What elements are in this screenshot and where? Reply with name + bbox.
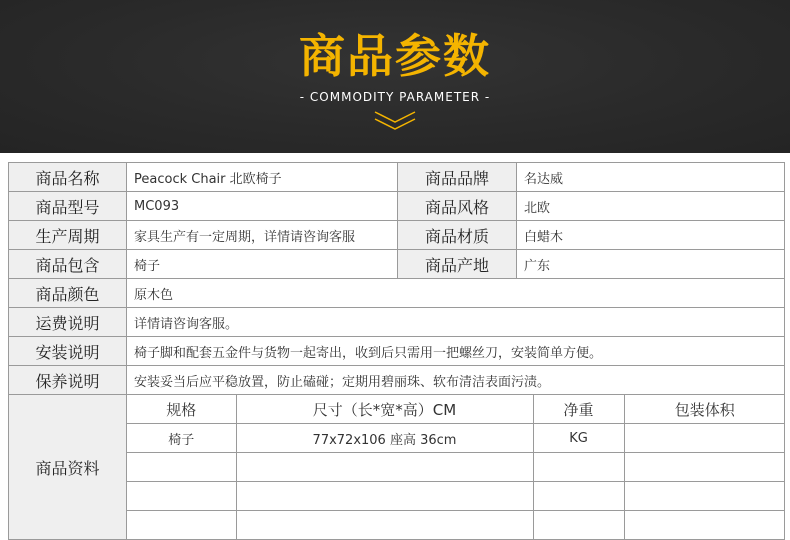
shipping-label: 运费说明 — [9, 308, 127, 337]
table-row — [9, 250, 785, 279]
header-weight: 净重 — [533, 395, 624, 424]
origin-label: 商品产地 — [398, 250, 517, 279]
color-label: 商品颜色 — [9, 279, 127, 308]
cell-spec — [127, 511, 236, 540]
contents-value: 椅子 — [127, 250, 398, 279]
cell-package-volume — [624, 453, 785, 482]
cell-weight — [533, 511, 624, 540]
header-spec: 规格 — [127, 395, 236, 424]
cell-spec — [127, 482, 236, 511]
header-banner — [0, 0, 790, 153]
cell-size — [236, 453, 533, 482]
table-row — [9, 308, 785, 337]
table-row — [9, 366, 785, 395]
table-row — [9, 221, 785, 250]
table-row — [9, 395, 785, 540]
cell-package-volume — [624, 424, 785, 453]
cycle-value: 家具生产有一定周期，详情请咨询客服 — [127, 221, 398, 250]
material-value: 白蜡木 — [517, 221, 785, 250]
banner-title: 商品参数 — [299, 29, 491, 83]
model-value: MC093 — [127, 192, 398, 221]
product-info-row — [127, 482, 785, 511]
header-package-volume: 包装体积 — [624, 395, 785, 424]
header-size: 尺寸（长*宽*高）CM — [236, 395, 533, 424]
cell-size: 77x72x106 座高 36cm — [236, 424, 533, 453]
product-info-row — [127, 511, 785, 540]
table-row — [9, 192, 785, 221]
cell-weight — [533, 482, 624, 511]
product-info-table — [127, 395, 785, 539]
table-row — [9, 337, 785, 366]
care-value: 安装妥当后应平稳放置，防止磕碰；定期用碧丽珠、软布清洁表面污渍。 — [127, 366, 785, 395]
care-label: 保养说明 — [9, 366, 127, 395]
spec-table — [8, 162, 785, 540]
shipping-value: 详情请咨询客服。 — [127, 308, 785, 337]
cell-spec — [127, 453, 236, 482]
cell-package-volume — [624, 511, 785, 540]
product-info-header-row — [127, 395, 785, 424]
banner-subtitle: - COMMODITY PARAMETER - — [299, 90, 491, 104]
color-value: 原木色 — [127, 279, 785, 308]
product-info-cell — [127, 395, 785, 540]
cell-package-volume — [624, 482, 785, 511]
cell-spec: 椅子 — [127, 424, 236, 453]
brand-value: 名达威 — [517, 163, 785, 192]
style-value: 北欧 — [517, 192, 785, 221]
brand-label: 商品品牌 — [398, 163, 517, 192]
contents-label: 商品包含 — [9, 250, 127, 279]
table-row — [9, 163, 785, 192]
product-info-label: 商品资料 — [9, 395, 127, 540]
material-label: 商品材质 — [398, 221, 517, 250]
cell-weight: KG — [533, 424, 624, 453]
product-info-row — [127, 424, 785, 453]
model-label: 商品型号 — [9, 192, 127, 221]
cell-size — [236, 482, 533, 511]
name-value: Peacock Chair 北欧椅子 — [127, 163, 398, 192]
cell-size — [236, 511, 533, 540]
origin-value: 广东 — [517, 250, 785, 279]
cycle-label: 生产周期 — [9, 221, 127, 250]
style-label: 商品风格 — [398, 192, 517, 221]
install-value: 椅子脚和配套五金件与货物一起寄出，收到后只需用一把螺丝刀，安装简单方便。 — [127, 337, 785, 366]
double-chevron-down-icon — [373, 108, 417, 134]
cell-weight — [533, 453, 624, 482]
product-info-row — [127, 453, 785, 482]
name-label: 商品名称 — [9, 163, 127, 192]
install-label: 安装说明 — [9, 337, 127, 366]
table-row — [9, 279, 785, 308]
